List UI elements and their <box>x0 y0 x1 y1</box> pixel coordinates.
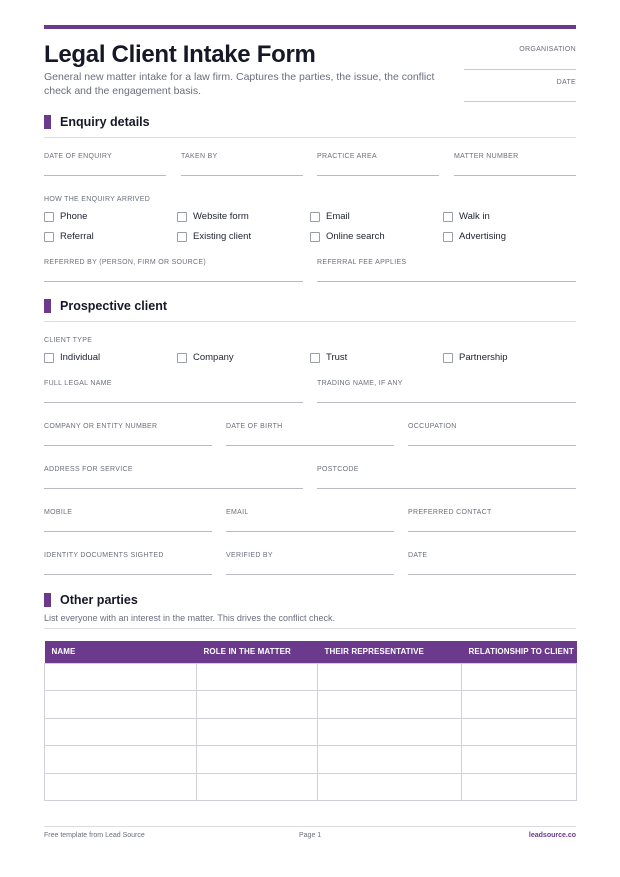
practice-area-field[interactable] <box>317 175 439 176</box>
page-title: Legal Client Intake Form <box>44 41 316 68</box>
verified-by-field[interactable] <box>226 574 394 575</box>
checkbox-existing-client[interactable] <box>177 231 251 242</box>
checkbox-label: Referral <box>60 231 94 242</box>
table-row <box>45 773 577 801</box>
checkbox-label: Existing client <box>193 231 252 242</box>
email-field[interactable] <box>226 531 394 532</box>
referred-by-field[interactable] <box>44 281 303 282</box>
column-header-name: NAME <box>45 641 197 663</box>
preferred-contact-label: PREFERRED CONTACT <box>408 509 492 516</box>
checkbox-trust[interactable] <box>310 352 347 363</box>
checkbox-label: Website form <box>193 211 249 222</box>
id-docs-label: IDENTITY DOCUMENTS SIGHTED <box>44 552 164 559</box>
checkbox-online-search[interactable] <box>310 231 385 242</box>
page-subtitle: General new matter intake for a law firm. Captures the parties, the issue, the conflict check and the engagement basis. <box>44 71 435 97</box>
column-header-representative: THEIR REPRESENTATIVE <box>318 641 462 663</box>
table-cell[interactable] <box>318 718 462 746</box>
client-type-label: CLIENT TYPE <box>44 337 93 344</box>
date-field[interactable] <box>464 101 576 102</box>
how-arrived-label: HOW THE ENQUIRY ARRIVED <box>44 196 151 203</box>
table-cell[interactable] <box>318 663 462 691</box>
date-label: DATE <box>556 79 576 86</box>
table-cell[interactable] <box>197 691 318 719</box>
taken-by-field[interactable] <box>181 175 303 176</box>
mobile-field[interactable] <box>44 531 212 532</box>
date-of-enquiry-field[interactable] <box>44 175 166 176</box>
verification-date-field[interactable] <box>408 574 576 575</box>
table-cell[interactable] <box>45 773 197 801</box>
id-docs-field[interactable] <box>44 574 212 575</box>
matter-number-field[interactable] <box>454 175 576 176</box>
checkbox-box[interactable] <box>443 212 453 222</box>
trading-name-label: TRADING NAME, IF ANY <box>317 380 403 387</box>
table-cell[interactable] <box>45 718 197 746</box>
postcode-label: POSTCODE <box>317 466 359 473</box>
checkbox-label: Trust <box>326 352 348 363</box>
table-row <box>45 718 577 746</box>
table-cell[interactable] <box>197 746 318 774</box>
checkbox-referral[interactable] <box>44 231 94 242</box>
table-cell[interactable] <box>462 773 577 801</box>
checkbox-company[interactable] <box>177 352 234 363</box>
checkbox-website-form[interactable] <box>177 211 249 222</box>
table-cell[interactable] <box>462 691 577 719</box>
section-marker <box>44 115 51 129</box>
footer-link[interactable]: leadsource.co <box>528 832 576 839</box>
section-marker <box>44 593 51 607</box>
checkbox-box[interactable] <box>310 353 320 363</box>
checkbox-label: Phone <box>60 211 88 222</box>
checkbox-box[interactable] <box>310 212 320 222</box>
parties-table <box>44 641 577 801</box>
verified-by-label: VERIFIED BY <box>226 552 273 559</box>
checkbox-phone[interactable] <box>44 211 87 222</box>
section-title: Other parties <box>60 593 138 607</box>
table-cell[interactable] <box>462 746 577 774</box>
checkbox-label: Company <box>193 352 234 363</box>
section-divider <box>44 321 576 322</box>
email-label: EMAIL <box>226 509 249 516</box>
checkbox-box[interactable] <box>443 232 453 242</box>
table-cell[interactable] <box>45 663 197 691</box>
table-cell[interactable] <box>197 663 318 691</box>
section-marker <box>44 299 51 313</box>
verification-date-label: DATE <box>408 552 428 559</box>
checkbox-advertising[interactable] <box>443 231 506 242</box>
table-cell[interactable] <box>462 718 577 746</box>
footer-credit: Free template from Lead Source <box>44 832 145 839</box>
checkbox-box[interactable] <box>443 353 453 363</box>
checkbox-label: Walk in <box>459 211 490 222</box>
mobile-label: MOBILE <box>44 509 73 516</box>
checkbox-box[interactable] <box>310 232 320 242</box>
table-cell[interactable] <box>45 746 197 774</box>
checkbox-label: Online search <box>326 231 385 242</box>
postcode-field[interactable] <box>317 488 576 489</box>
checkbox-box[interactable] <box>44 212 54 222</box>
section-divider <box>44 628 576 629</box>
table-row <box>45 691 577 719</box>
checkbox-label: Partnership <box>459 352 508 363</box>
organisation-label: ORGANISATION <box>519 46 576 53</box>
section-title: Enquiry details <box>60 115 150 129</box>
checkbox-box[interactable] <box>44 232 54 242</box>
table-cell[interactable] <box>318 691 462 719</box>
practice-area-label: PRACTICE AREA <box>317 153 377 160</box>
full-legal-name-field[interactable] <box>44 402 303 403</box>
table-cell[interactable] <box>318 773 462 801</box>
referred-by-label: REFERRED BY (PERSON, FIRM OR SOURCE) <box>44 259 206 266</box>
trading-name-field[interactable] <box>317 402 576 403</box>
preferred-contact-field[interactable] <box>408 531 576 532</box>
occupation-label: OCCUPATION <box>408 423 457 430</box>
checkbox-label: Email <box>326 211 350 222</box>
table-row <box>45 663 577 691</box>
table-cell[interactable] <box>318 746 462 774</box>
checkbox-box[interactable] <box>44 353 54 363</box>
section-title: Prospective client <box>60 299 167 313</box>
column-header-relationship: RELATIONSHIP TO CLIENT <box>462 641 577 663</box>
referral-fee-field[interactable] <box>317 281 576 282</box>
table-row <box>45 746 577 774</box>
accent-bar <box>44 25 576 29</box>
table-cell[interactable] <box>197 718 318 746</box>
date-of-enquiry-label: DATE OF ENQUIRY <box>44 153 113 160</box>
table-cell[interactable] <box>45 691 197 719</box>
full-legal-name-label: FULL LEGAL NAME <box>44 380 112 387</box>
checkbox-email[interactable] <box>310 211 350 222</box>
table-cell[interactable] <box>462 663 577 691</box>
checkbox-box[interactable] <box>177 353 187 363</box>
company-number-label: COMPANY OR ENTITY NUMBER <box>44 423 158 430</box>
section-divider <box>44 137 576 138</box>
table-header-row <box>45 641 577 663</box>
occupation-field[interactable] <box>408 445 576 446</box>
footer-divider <box>44 826 576 827</box>
table-cell[interactable] <box>197 773 318 801</box>
column-header-role: ROLE IN THE MATTER <box>197 641 318 663</box>
checkbox-walk-in[interactable] <box>443 211 490 222</box>
checkbox-box[interactable] <box>177 232 187 242</box>
checkbox-individual[interactable] <box>44 352 100 363</box>
checkbox-label: Advertising <box>459 231 506 242</box>
referral-fee-label: REFERRAL FEE APPLIES <box>317 259 407 266</box>
address-label: ADDRESS FOR SERVICE <box>44 466 133 473</box>
checkbox-label: Individual <box>60 352 101 363</box>
date-of-birth-label: DATE OF BIRTH <box>226 423 283 430</box>
checkbox-partnership[interactable] <box>443 352 508 363</box>
checkbox-box[interactable] <box>177 212 187 222</box>
taken-by-label: TAKEN BY <box>181 153 218 160</box>
matter-number-label: MATTER NUMBER <box>454 153 519 160</box>
parties-note: List everyone with an interest in the matter. This drives the conflict check. <box>44 613 335 623</box>
date-of-birth-field[interactable] <box>226 445 394 446</box>
page-number: Page 1 <box>299 832 322 839</box>
address-field[interactable] <box>44 488 303 489</box>
organisation-field[interactable] <box>464 69 576 70</box>
company-number-field[interactable] <box>44 445 212 446</box>
